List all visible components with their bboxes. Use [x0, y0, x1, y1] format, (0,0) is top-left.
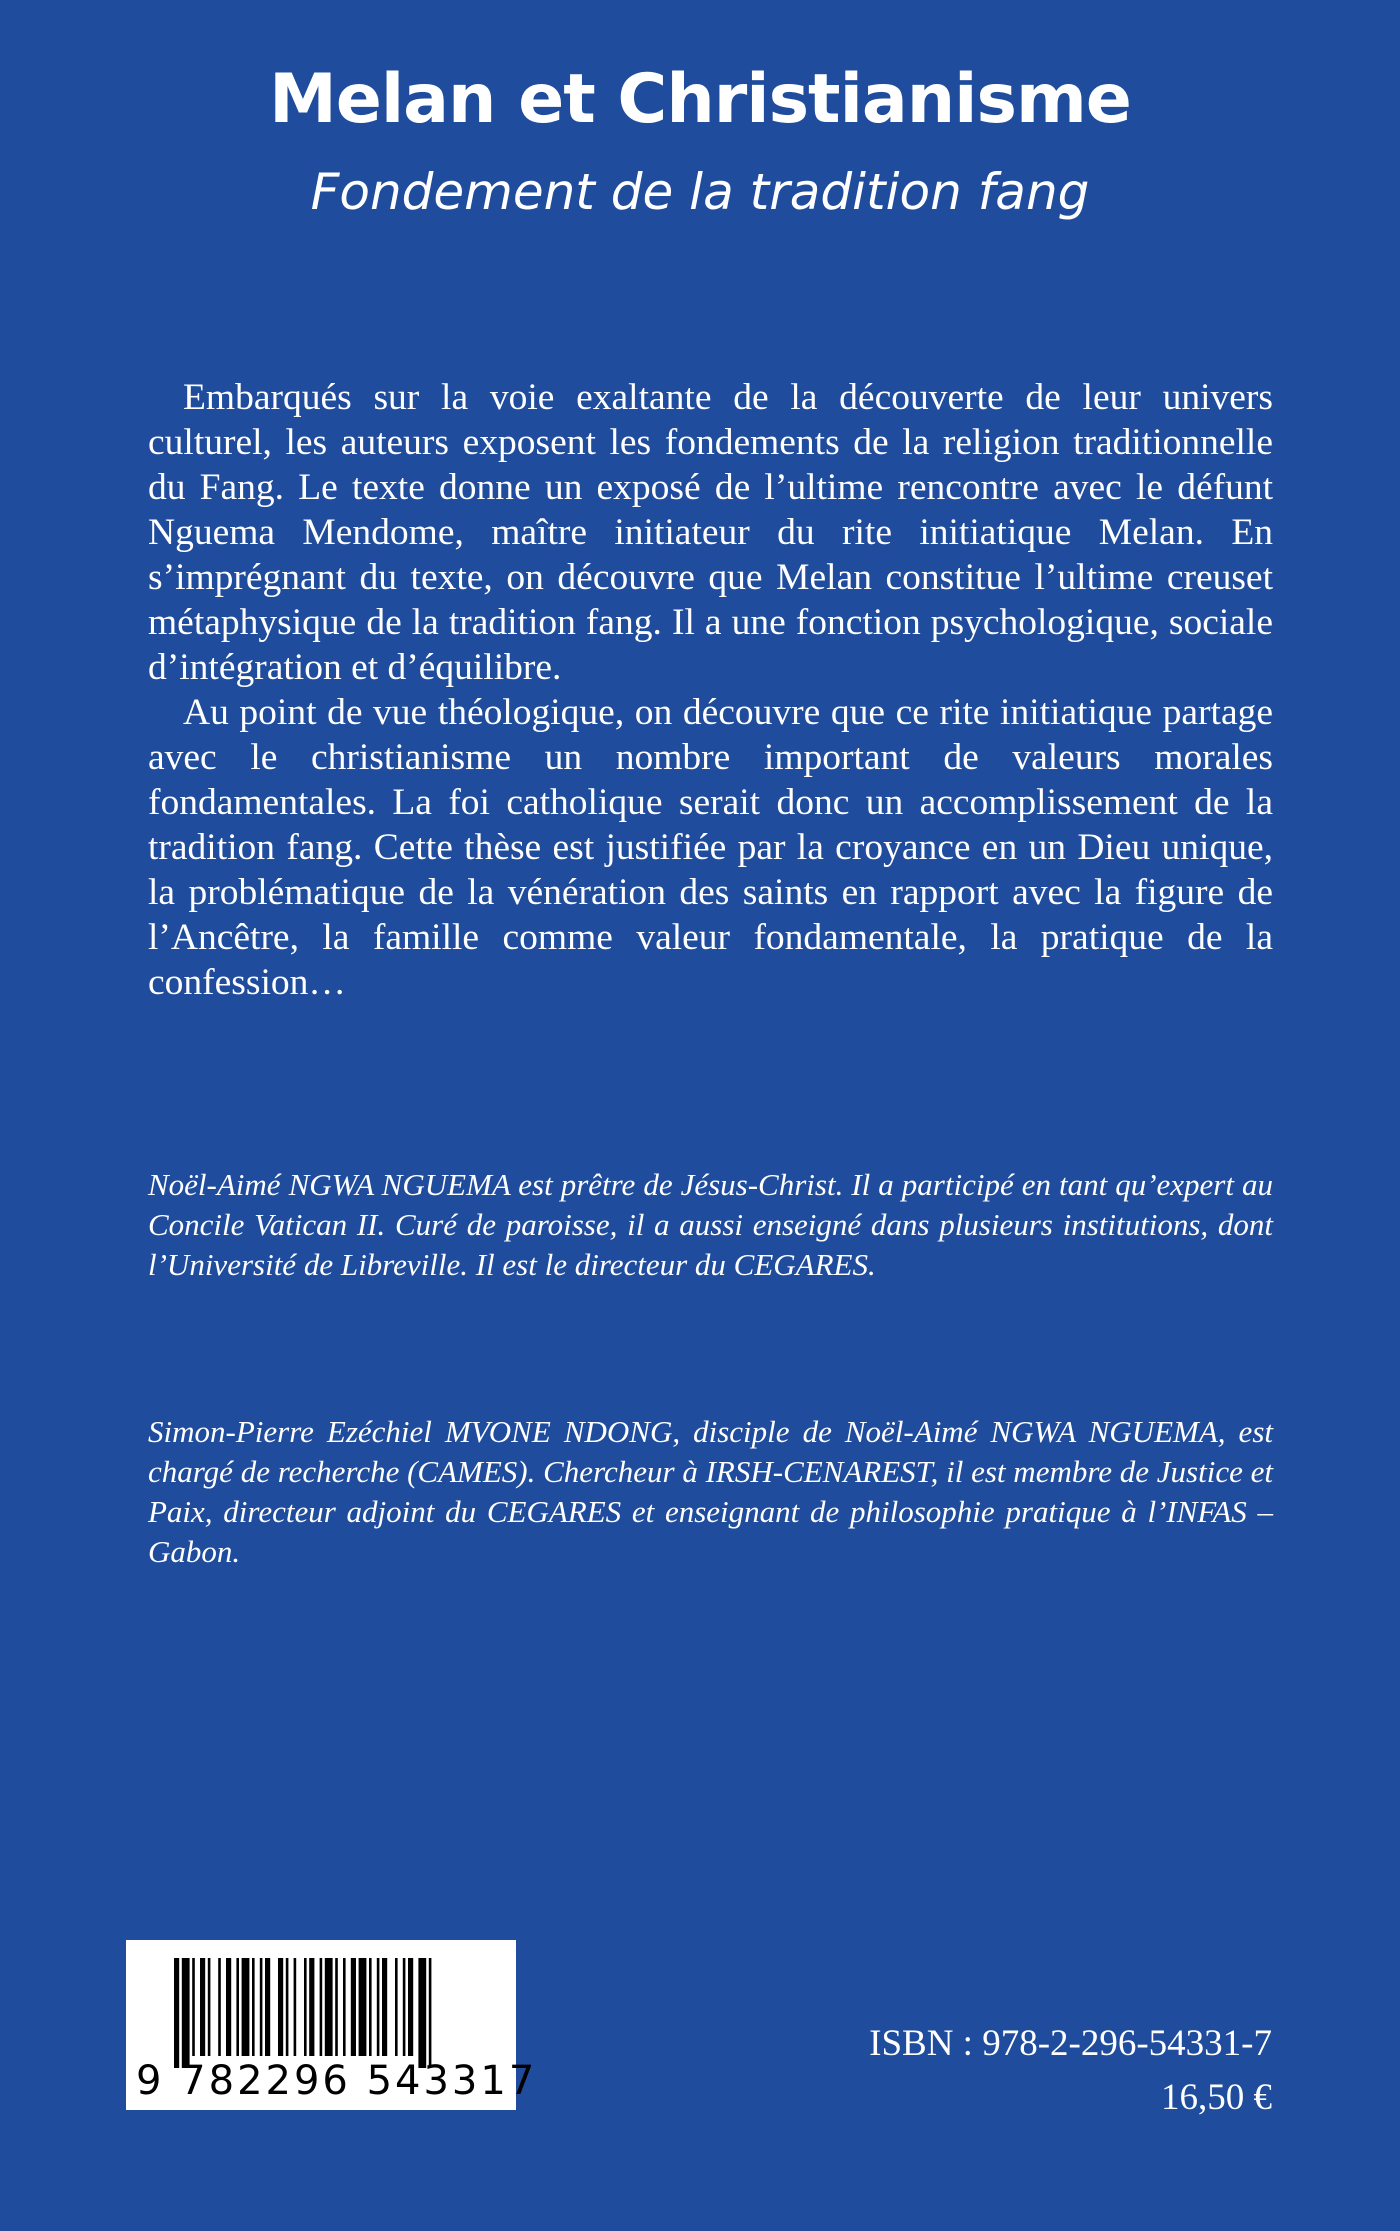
summary-paragraph: Au point de vue théologique, on découvre que ce rite initiatique partage avec le christianisme un nombre important de valeurs morales fondamentales. La foi catholique serait donc un accomplissement de la tradition fang. Cette thèse est justifiée par la croyance en un Dieu unique, la problématique de la vénération des saints en rapport avec la figure de l’Ancêtre, la famille comme valeur fondamentale, la pratique de la confession…: [148, 692, 1273, 1003]
price: 16,50 €: [1161, 2077, 1272, 2118]
summary-paragraph: Embarqués sur la voie exaltante de la découverte de leur univers culturel, les auteurs exposent les fondements de la religion traditionnelle du Fang. Le texte donne un exposé de l’ultime rencontre avec le défunt Nguema Mendome, maître initiateur du rite initiatique Melan. En s’imprégnant du texte, on découvre que Melan constitue l’ultime creuset métaphysique de la tradition fang. Il a une fonction psychologique, sociale d’intégration et d’équilibre.: [148, 377, 1273, 688]
barcode-digits: 9 782296 543317: [136, 2058, 538, 2104]
author-bio-text: Simon-Pierre Ezéchiel MVONE NDONG, disciple de Noël-Aimé NGWA NGUEMA, est chargé de recherche (CAMES). Chercheur à IRSH-CENAREST, il est membre de Justice et Paix, directeur adjoint du CEGARES et enseignant de philosophie pratique à l’INFAS – Gabon.: [148, 1414, 1273, 1569]
author-bio-2: [148, 1412, 1273, 1572]
author-bio-1: [148, 1165, 1273, 1285]
barcode: [126, 1940, 538, 2110]
summary-text: [148, 375, 1273, 1005]
author-bio-text: Noël-Aimé NGWA NGUEMA est prêtre de Jésus-Christ. Il a participé en tant qu’expert au Concile Vatican II. Curé de paroisse, il a aussi enseigné dans plusieurs institutions, dont l’Université de Libreville. Il est le directeur du CEGARES.: [148, 1167, 1273, 1282]
book-subtitle: Fondement de la tradition fang: [310, 163, 1090, 221]
isbn: ISBN : 978-2-296-54331-7: [869, 2023, 1272, 2064]
book-title: Melan et Christianisme: [269, 60, 1131, 139]
